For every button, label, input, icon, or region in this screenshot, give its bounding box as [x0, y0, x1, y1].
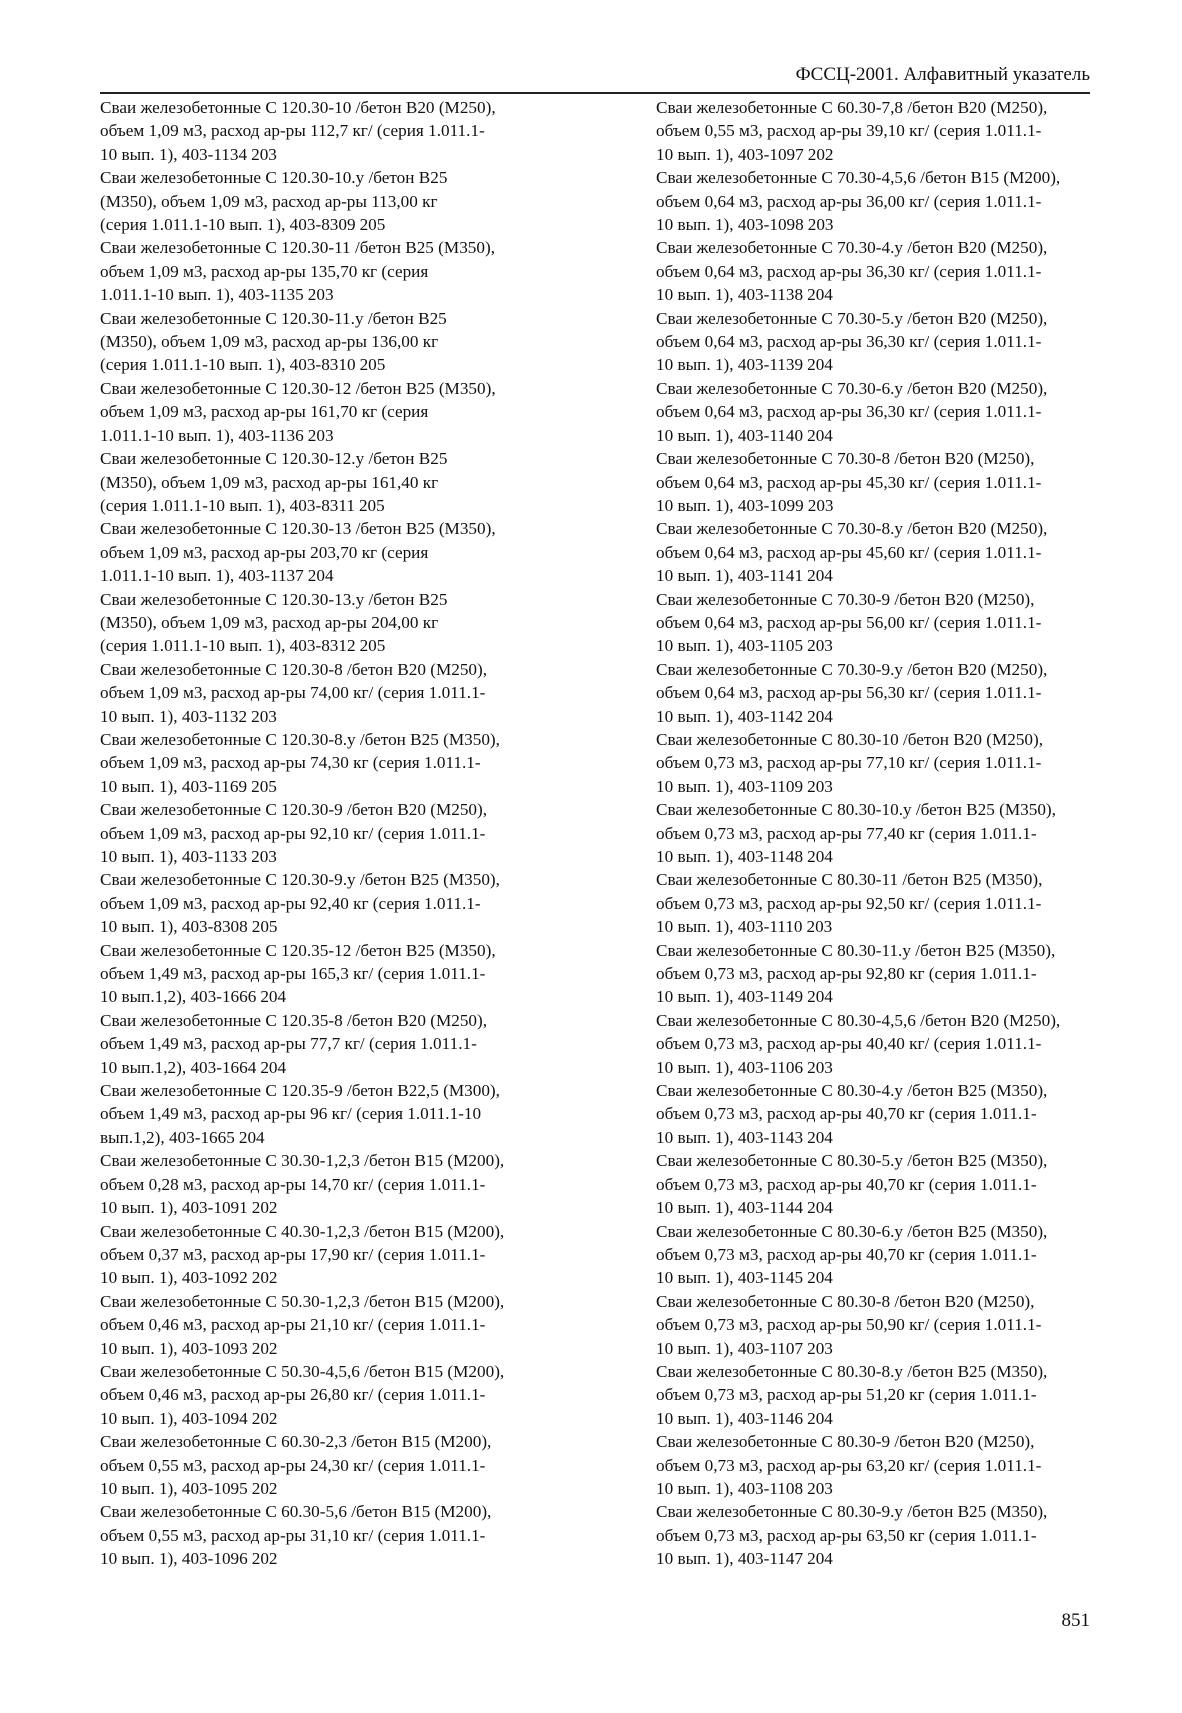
entry-reference: 10 вып. 1), 403-1141	[656, 566, 804, 586]
entry-line: Сваи железобетонные С 120.30-12.у /бетон В25	[100, 449, 448, 469]
index-entry	[656, 728, 1140, 798]
entry-last-line	[656, 1196, 1140, 1219]
entry-page-ref: 204	[807, 1198, 833, 1218]
entry-reference: (серия 1.011.1-10 вып. 1), 403-8309	[100, 215, 356, 235]
entry-reference: 10 вып. 1), 403-1133	[100, 847, 248, 866]
entry-page-ref: 203	[807, 495, 834, 515]
entry-line: Сваи железобетонные С 120.30-8.у /бетон В25 (М350),	[100, 729, 500, 749]
entry-page-ref: 205	[251, 776, 277, 796]
entry-reference: 10 вып. 1), 403-1143	[656, 1127, 804, 1147]
entry-reference: (серия 1.011.1-10 вып. 1), 403-8312	[100, 636, 356, 656]
index-entry	[656, 1079, 1140, 1149]
entry-page-ref: 204	[260, 1057, 287, 1077]
entry-line: объем 0,73 м3, расход ар-ры 40,70 кг (серия 1.011.1-	[656, 1104, 1037, 1124]
entry-line: Сваи железобетонные С 70.30-8.у /бетон В20 (М250),	[656, 519, 1048, 539]
index-entry	[100, 1079, 584, 1149]
entry-reference: 10 вып. 1), 403-1106	[656, 1057, 804, 1077]
index-entry	[100, 1220, 584, 1290]
entry-line: Сваи железобетонные С 120.30-13 /бетон В25 (М350),	[100, 519, 496, 539]
entry-reference: 1.011.1-10 вып. 1), 403-1137	[100, 566, 304, 586]
entry-page-ref: 204	[807, 847, 833, 866]
index-entry	[100, 307, 584, 377]
entry-reference: 10 вып. 1), 403-1107	[656, 1338, 804, 1358]
entry-line: объем 0,37 м3, расход ар-ры 17,90 кг/ (серия 1.011.1-	[100, 1244, 486, 1264]
entry-line: Сваи железобетонные С 70.30-9.у /бетон В20 (М250),	[656, 659, 1048, 679]
entry-page-ref: 204	[807, 285, 833, 305]
index-entry	[656, 1500, 1140, 1570]
index-entry	[100, 1500, 584, 1570]
entry-line: объем 0,64 м3, расход ар-ры 45,60 кг/ (серия 1.011.1-	[656, 542, 1042, 562]
entry-line: объем 0,64 м3, расход ар-ры 56,00 кг/ (серия 1.011.1-	[656, 612, 1042, 632]
entry-line: объем 1,09 м3, расход ар-ры 135,70 кг (серия	[100, 261, 429, 281]
entry-line: Сваи железобетонные С 60.30-7,8 /бетон В20 (М250),	[656, 98, 1048, 117]
index-entry	[656, 236, 1140, 306]
entry-last-line	[100, 1056, 584, 1079]
entry-reference: 1.011.1-10 вып. 1), 403-1136	[100, 425, 304, 445]
entry-last-line	[656, 1337, 1140, 1360]
entry-line: Сваи железобетонные С 60.30-5,6 /бетон В15 (М200),	[100, 1502, 492, 1522]
entry-reference: 10 вып. 1), 403-1149	[656, 987, 804, 1007]
index-entry	[100, 658, 584, 728]
entry-reference: 10 вып. 1), 403-1108	[656, 1478, 804, 1498]
entry-reference: 10 вып. 1), 403-1148	[656, 847, 804, 866]
entry-page-ref: 203	[251, 847, 277, 866]
entry-page-ref: 204	[807, 425, 833, 445]
entry-page-ref: 204	[807, 706, 833, 726]
entry-page-ref: 204	[807, 566, 833, 586]
entry-line: Сваи железобетонные С 50.30-4,5,6 /бетон В15 (М200),	[100, 1361, 505, 1381]
entry-last-line	[100, 1266, 584, 1289]
index-entry	[100, 166, 584, 236]
entry-last-line	[100, 845, 584, 868]
index-entry	[100, 1360, 584, 1430]
index-entry	[100, 588, 584, 658]
entry-line: объем 0,28 м3, расход ар-ры 14,70 кг/ (серия 1.011.1-	[100, 1174, 486, 1194]
entry-page-ref: 205	[359, 355, 386, 375]
entry-reference: 10 вып. 1), 403-8308	[100, 917, 248, 937]
index-entry	[656, 1220, 1140, 1290]
entry-page-ref: 204	[807, 355, 833, 375]
entry-page-ref: 202	[251, 1268, 278, 1288]
entry-line: Сваи железобетонные С 80.30-6.у /бетон В25 (М350),	[656, 1221, 1048, 1241]
index-entry	[656, 939, 1140, 1009]
entry-line: объем 0,64 м3, расход ар-ры 56,30 кг/ (серия 1.011.1-	[656, 683, 1042, 703]
entry-line: объем 0,64 м3, расход ар-ры 36,30 кг/ (серия 1.011.1-	[656, 332, 1042, 352]
entry-page-ref: 205	[359, 215, 386, 235]
entry-last-line	[100, 1477, 584, 1500]
entry-page-ref: 204	[807, 1127, 833, 1147]
entry-last-line	[656, 1547, 1140, 1570]
entry-page-ref: 202	[251, 1478, 278, 1498]
entry-reference: 10 вып. 1), 403-1092	[100, 1268, 248, 1288]
entry-line: Сваи железобетонные С 30.30-1,2,3 /бетон В15 (М200),	[100, 1151, 505, 1171]
index-entry	[100, 377, 584, 447]
index-entry	[100, 517, 584, 587]
entry-page-ref: 203	[807, 1338, 833, 1358]
entry-last-line	[656, 1407, 1140, 1430]
entry-reference: 10 вып. 1), 403-1144	[656, 1198, 804, 1218]
index-column-left	[100, 96, 584, 1571]
entry-last-line	[100, 705, 584, 728]
entry-line: Сваи железобетонные С 120.30-8 /бетон В20 (М250),	[100, 659, 488, 679]
entry-last-line	[100, 353, 584, 376]
entry-line: (М350), объем 1,09 м3, расход ар-ры 136,00 кг	[100, 332, 439, 352]
entry-line: Сваи железобетонные С 80.30-4,5,6 /бетон В20 (М250),	[656, 1010, 1061, 1030]
entry-line: Сваи железобетонные С 70.30-4,5,6 /бетон В15 (М200),	[656, 168, 1061, 188]
entry-last-line	[656, 705, 1140, 728]
entry-page-ref: 203	[307, 285, 334, 305]
entry-line: (М350), объем 1,09 м3, расход ар-ры 204,00 кг	[100, 612, 439, 632]
entry-line: Сваи железобетонные С 70.30-9 /бетон В20 (М250),	[656, 589, 1035, 609]
entry-reference: 10 вып. 1), 403-1094	[100, 1408, 248, 1428]
index-entry	[656, 1290, 1140, 1360]
entry-line: объем 0,73 м3, расход ар-ры 77,10 кг/ (серия 1.011.1-	[656, 753, 1042, 773]
entry-line: Сваи железобетонные С 60.30-2,3 /бетон В15 (М200),	[100, 1432, 492, 1452]
entry-line: Сваи железобетонные С 80.30-8 /бетон В20 (М250),	[656, 1291, 1035, 1311]
entry-reference: 10 вып. 1), 403-1132	[100, 706, 248, 726]
entry-last-line	[100, 1196, 584, 1219]
entry-last-line	[100, 283, 584, 306]
entry-last-line	[100, 494, 584, 517]
entry-page-ref: 203	[806, 917, 833, 937]
running-header: ФССЦ-2001. Алфавитный указатель	[795, 64, 1090, 85]
entry-last-line	[100, 1547, 584, 1570]
entry-last-line	[656, 213, 1140, 236]
entry-reference: 10 вып. 1), 403-1109	[656, 776, 804, 796]
entry-line: объем 0,64 м3, расход ар-ры 36,00 кг/ (серия 1.011.1-	[656, 191, 1042, 211]
entry-line: Сваи железобетонные С 40.30-1,2,3 /бетон В15 (М200),	[100, 1221, 505, 1241]
entry-reference: 10 вып. 1), 403-1096	[100, 1549, 248, 1569]
entry-page-ref: 202	[251, 1549, 278, 1569]
entry-line: объем 0,73 м3, расход ар-ры 50,90 кг/ (серия 1.011.1-	[656, 1315, 1042, 1335]
entry-line: объем 0,73 м3, расход ар-ры 77,40 кг (серия 1.011.1-	[656, 823, 1037, 843]
entry-last-line	[100, 985, 584, 1008]
entry-reference: 10 вып. 1), 403-1099	[656, 495, 804, 515]
entry-line: Сваи железобетонные С 80.30-11 /бетон В25 (М350),	[656, 870, 1043, 890]
entry-reference: 10 вып. 1), 403-1145	[656, 1268, 804, 1288]
entry-line: объем 1,09 м3, расход ар-ры 161,70 кг (серия	[100, 402, 429, 422]
entry-last-line	[656, 985, 1140, 1008]
entry-page-ref: 202	[807, 144, 834, 164]
entry-last-line	[100, 1126, 584, 1149]
entry-line: объем 0,64 м3, расход ар-ры 45,30 кг/ (серия 1.011.1-	[656, 472, 1042, 492]
entry-line: Сваи железобетонные С 120.35-9 /бетон В22,5 (М300),	[100, 1081, 500, 1101]
entry-reference: 10 вып.1,2), 403-1666	[100, 987, 257, 1007]
entry-reference: 10 вып. 1), 403-1146	[656, 1408, 804, 1428]
index-entry	[656, 517, 1140, 587]
index-entry	[100, 1009, 584, 1079]
entry-line: объем 0,55 м3, расход ар-ры 31,10 кг/ (серия 1.011.1-	[100, 1525, 486, 1545]
index-entry	[656, 377, 1140, 447]
index-entry	[656, 588, 1140, 658]
entry-last-line	[656, 915, 1140, 938]
entry-line: Сваи железобетонные С 80.30-9 /бетон В20 (М250),	[656, 1432, 1035, 1452]
index-entry	[100, 1149, 584, 1219]
entry-last-line	[656, 564, 1140, 587]
index-column-right	[656, 96, 1140, 1571]
entry-last-line	[656, 143, 1140, 166]
entry-last-line	[656, 1126, 1140, 1149]
entry-line: объем 0,73 м3, расход ар-ры 92,80 кг (серия 1.011.1-	[656, 964, 1037, 984]
entry-line: объем 0,73 м3, расход ар-ры 92,50 кг/ (серия 1.011.1-	[656, 893, 1042, 913]
entry-reference: 10 вып. 1), 403-1110	[656, 917, 803, 937]
entry-line: объем 1,09 м3, расход ар-ры 92,10 кг/ (серия 1.011.1-	[100, 823, 486, 843]
entry-last-line	[100, 1337, 584, 1360]
entry-reference: 10 вып. 1), 403-1105	[656, 636, 804, 656]
entry-last-line	[100, 775, 584, 798]
entry-line: объем 0,64 м3, расход ар-ры 36,30 кг/ (серия 1.011.1-	[656, 402, 1042, 422]
entry-page-ref: 202	[251, 1408, 278, 1428]
entry-line: объем 0,46 м3, расход ар-ры 21,10 кг/ (серия 1.011.1-	[100, 1315, 486, 1335]
entry-last-line	[100, 564, 584, 587]
page-number: 851	[1061, 1610, 1090, 1631]
entry-reference: 10 вып. 1), 403-1091	[100, 1198, 248, 1218]
entry-page-ref: 203	[807, 636, 833, 656]
entry-page-ref: 204	[260, 987, 287, 1007]
index-entry	[656, 658, 1140, 728]
entry-page-ref: 202	[251, 1198, 278, 1218]
index-entry	[656, 1360, 1140, 1430]
index-entry	[656, 96, 1140, 166]
entry-line: Сваи железобетонные С 80.30-8.у /бетон В25 (М350),	[656, 1361, 1048, 1381]
entry-page-ref: 204	[807, 1549, 833, 1569]
entry-line: Сваи железобетонные С 70.30-4.у /бетон В20 (М250),	[656, 238, 1048, 258]
entry-line: объем 0,55 м3, расход ар-ры 39,10 кг/ (серия 1.011.1-	[656, 121, 1042, 141]
index-entry	[100, 96, 584, 166]
entry-page-ref: 204	[307, 566, 334, 586]
entry-line: объем 0,73 м3, расход ар-ры 40,70 кг (серия 1.011.1-	[656, 1174, 1037, 1194]
entry-page-ref: 205	[359, 636, 386, 656]
entry-reference: 10 вып. 1), 403-1140	[656, 425, 804, 445]
entry-line: (М350), объем 1,09 м3, расход ар-ры 113,00 кг	[100, 191, 438, 211]
entry-line: Сваи железобетонные С 120.30-9.у /бетон В25 (М350),	[100, 870, 500, 890]
entry-reference: 10 вып. 1), 403-1142	[656, 706, 804, 726]
index-entry	[100, 1290, 584, 1360]
entry-line: Сваи железобетонные С 120.30-10 /бетон В20 (М250),	[100, 98, 496, 117]
entry-reference: 10 вып. 1), 403-1097	[656, 144, 804, 164]
index-entry	[100, 939, 584, 1009]
index-entry	[656, 1149, 1140, 1219]
index-entry	[100, 798, 584, 868]
entry-last-line	[656, 1056, 1140, 1079]
entry-page-ref: 203	[251, 144, 277, 164]
index-entry	[656, 868, 1140, 938]
entry-page-ref: 203	[251, 706, 277, 726]
entry-last-line	[656, 353, 1140, 376]
entry-line: Сваи железобетонные С 120.30-13.у /бетон В25	[100, 589, 448, 609]
entry-reference: 10 вып. 1), 403-1098	[656, 215, 804, 235]
entry-page-ref: 205	[251, 917, 278, 937]
entry-line: объем 0,73 м3, расход ар-ры 63,20 кг/ (серия 1.011.1-	[656, 1455, 1042, 1475]
entry-last-line	[100, 915, 584, 938]
entry-reference: (серия 1.011.1-10 вып. 1), 403-8311	[100, 495, 355, 515]
index-entry	[100, 728, 584, 798]
entry-page-ref: 205	[358, 495, 385, 515]
entry-page-ref: 204	[807, 1408, 833, 1428]
entry-line: объем 1,09 м3, расход ар-ры 74,00 кг/ (серия 1.011.1-	[100, 683, 486, 703]
entry-line: (М350), объем 1,09 м3, расход ар-ры 161,40 кг	[100, 472, 439, 492]
entry-page-ref: 204	[807, 1268, 833, 1288]
entry-line: объем 0,55 м3, расход ар-ры 24,30 кг/ (серия 1.011.1-	[100, 1455, 486, 1475]
entry-reference: 10 вып. 1), 403-1095	[100, 1478, 248, 1498]
index-entry	[656, 1430, 1140, 1500]
entry-line: объем 0,73 м3, расход ар-ры 51,20 кг (серия 1.011.1-	[656, 1385, 1037, 1405]
entry-line: Сваи железобетонные С 70.30-8 /бетон В20 (М250),	[656, 449, 1035, 469]
entry-reference: (серия 1.011.1-10 вып. 1), 403-8310	[100, 355, 356, 375]
index-entry	[100, 1430, 584, 1500]
entry-page-ref: 203	[807, 1057, 833, 1077]
entry-line: Сваи железобетонные С 80.30-4.у /бетон В25 (М350),	[656, 1081, 1048, 1101]
entry-page-ref: 203	[307, 425, 334, 445]
entry-last-line	[100, 634, 584, 657]
entry-line: Сваи железобетонные С 80.30-9.у /бетон В25 (М350),	[656, 1502, 1048, 1522]
entry-line: объем 1,49 м3, расход ар-ры 96 кг/ (серия 1.011.1-10	[100, 1104, 482, 1124]
entry-reference: 10 вып.1,2), 403-1664	[100, 1057, 257, 1077]
index-entry	[656, 307, 1140, 377]
index-entry	[100, 236, 584, 306]
entry-line: Сваи железобетонные С 120.30-9 /бетон В20 (М250),	[100, 800, 488, 820]
index-entry	[656, 1009, 1140, 1079]
entry-page-ref: 203	[807, 776, 833, 796]
entry-last-line	[100, 1407, 584, 1430]
index-entry	[656, 798, 1140, 868]
entry-last-line	[656, 1266, 1140, 1289]
entry-page-ref: 203	[807, 215, 834, 235]
entry-page-ref: 202	[251, 1338, 278, 1358]
entry-line: Сваи железобетонные С 120.30-11.у /бетон В25	[100, 308, 447, 328]
entry-line: объем 0,73 м3, расход ар-ры 63,50 кг (серия 1.011.1-	[656, 1525, 1037, 1545]
entry-line: объем 1,09 м3, расход ар-ры 203,70 кг (серия	[100, 542, 429, 562]
entry-reference: 10 вып. 1), 403-1138	[656, 285, 804, 305]
entry-reference: 1.011.1-10 вып. 1), 403-1135	[100, 285, 304, 305]
entry-page-ref: 204	[238, 1127, 265, 1147]
entry-line: объем 0,73 м3, расход ар-ры 40,40 кг/ (серия 1.011.1-	[656, 1034, 1042, 1054]
entry-last-line	[100, 424, 584, 447]
entry-line: Сваи железобетонные С 50.30-1,2,3 /бетон В15 (М200),	[100, 1291, 505, 1311]
entry-line: Сваи железобетонные С 120.35-12 /бетон В25 (М350),	[100, 940, 496, 960]
entry-last-line	[100, 143, 584, 166]
entry-last-line	[656, 634, 1140, 657]
entry-line: объем 1,09 м3, расход ар-ры 112,7 кг/ (серия 1.011.1-	[100, 121, 485, 141]
entry-line: объем 0,73 м3, расход ар-ры 40,70 кг (серия 1.011.1-	[656, 1244, 1037, 1264]
entry-line: объем 0,64 м3, расход ар-ры 36,30 кг/ (серия 1.011.1-	[656, 261, 1042, 281]
entry-line: объем 1,49 м3, расход ар-ры 77,7 кг/ (серия 1.011.1-	[100, 1034, 477, 1054]
entry-line: Сваи железобетонные С 120.30-10.у /бетон В25	[100, 168, 448, 188]
header-rule	[100, 92, 1090, 94]
entry-line: объем 1,09 м3, расход ар-ры 74,30 кг (серия 1.011.1-	[100, 753, 481, 773]
entry-line: Сваи железобетонные С 120.30-12 /бетон В25 (М350),	[100, 378, 496, 398]
entry-last-line	[656, 1477, 1140, 1500]
entry-reference: вып.1,2), 403-1665	[100, 1127, 235, 1147]
index-entry	[656, 447, 1140, 517]
index-entry	[100, 868, 584, 938]
entry-reference: 10 вып. 1), 403-1139	[656, 355, 804, 375]
entry-reference: 10 вып. 1), 403-1093	[100, 1338, 248, 1358]
entry-line: Сваи железобетонные С 80.30-5.у /бетон В25 (М350),	[656, 1151, 1048, 1171]
entry-last-line	[100, 213, 584, 236]
entry-last-line	[656, 775, 1140, 798]
entry-page-ref: 204	[807, 987, 833, 1007]
entry-line: Сваи железобетонные С 80.30-10.у /бетон В25 (М350),	[656, 800, 1056, 820]
entry-page-ref: 203	[807, 1478, 833, 1498]
entry-last-line	[656, 845, 1140, 868]
entry-reference: 10 вып. 1), 403-1147	[656, 1549, 804, 1569]
entry-line: Сваи железобетонные С 80.30-11.у /бетон В25 (М350),	[656, 940, 1056, 960]
entry-last-line	[656, 424, 1140, 447]
index-entry	[656, 166, 1140, 236]
entry-reference: 10 вып. 1), 403-1134	[100, 144, 248, 164]
entry-line: объем 1,49 м3, расход ар-ры 165,3 кг/ (серия 1.011.1-	[100, 964, 486, 984]
entry-line: Сваи железобетонные С 120.30-11 /бетон В25 (М350),	[100, 238, 495, 258]
index-entry	[100, 447, 584, 517]
entry-line: объем 0,46 м3, расход ар-ры 26,80 кг/ (серия 1.011.1-	[100, 1385, 486, 1405]
entry-line: Сваи железобетонные С 70.30-6.у /бетон В20 (М250),	[656, 378, 1048, 398]
entry-reference: 10 вып. 1), 403-1169	[100, 776, 248, 796]
entry-line: Сваи железобетонные С 80.30-10 /бетон В20 (М250),	[656, 729, 1044, 749]
entry-last-line	[656, 283, 1140, 306]
entry-line: объем 1,09 м3, расход ар-ры 92,40 кг (серия 1.011.1-	[100, 893, 481, 913]
entry-line: Сваи железобетонные С 120.35-8 /бетон В20 (М250),	[100, 1010, 488, 1030]
entry-last-line	[656, 494, 1140, 517]
entry-line: Сваи железобетонные С 70.30-5.у /бетон В20 (М250),	[656, 308, 1048, 328]
